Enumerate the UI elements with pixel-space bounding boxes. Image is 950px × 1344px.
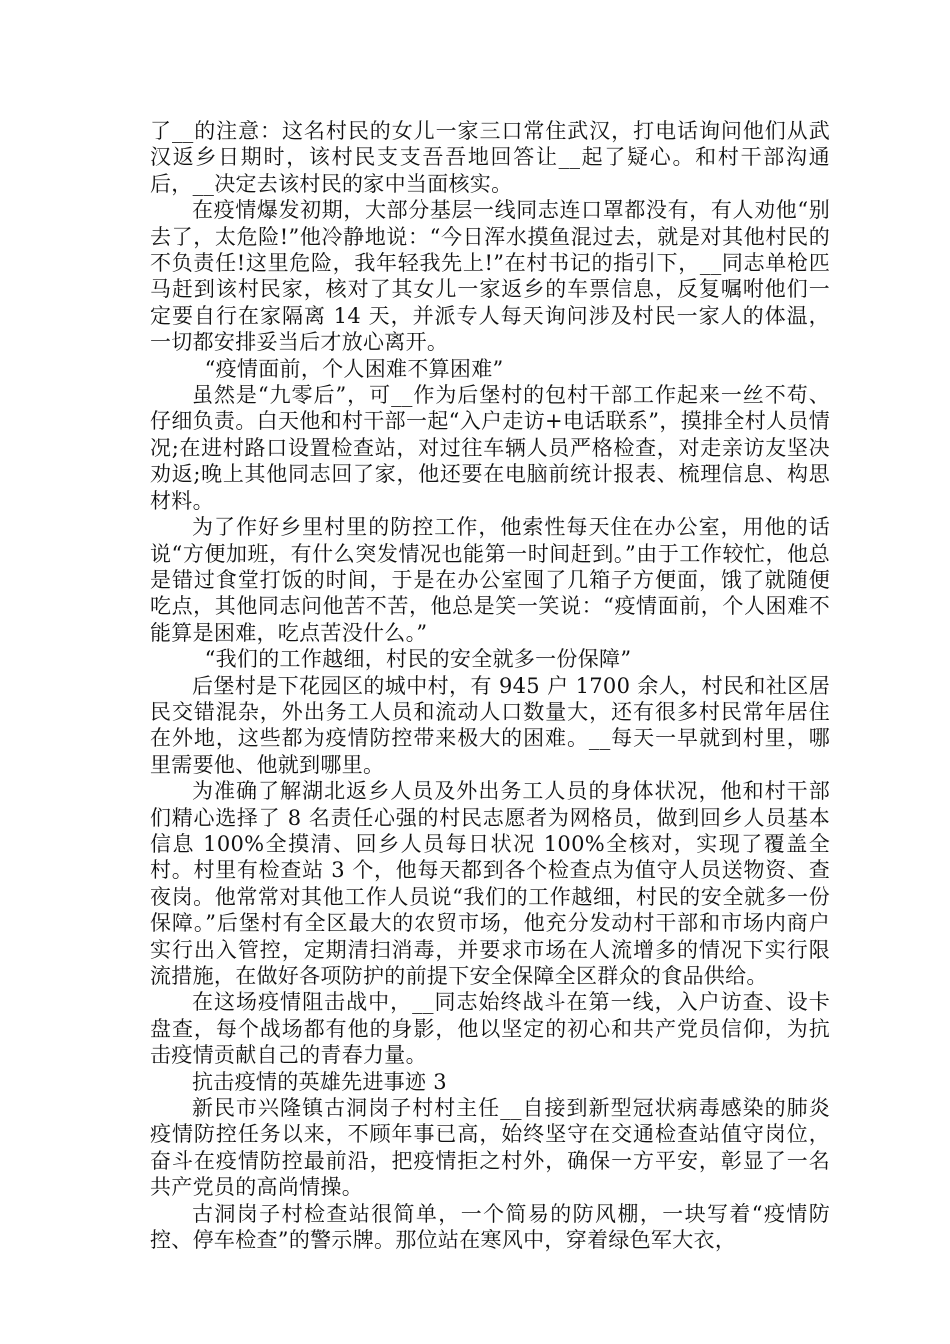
paragraph-2: 在疫情爆发初期，大部分基层一线同志连口罩都没有，有人劝他“别去了，太危险!”他冷静地说：“今日浑水摸鱼混过去，就是对其他村民的不负责任!这里危险，我年轻我先上!”在村书记的指引下，__同志单枪匹马赶到该村民家，核对了其女儿一家返乡的车票信息，反复嘱咐他们一定要自行在家隔离 14 天，并派专人每天询问涉及村民一家人的体温，一切都安排妥当后才放心离开。 (150, 198, 830, 355)
section-heading-2: “我们的工作越细，村民的安全就多一份保障” (204, 647, 632, 672)
section-heading-1: “疫情面前，个人困难不算困难” (204, 356, 504, 381)
paragraph-6: 为准确了解湖北返乡人员及外出务工人员的身体状况，他和村干部们精心选择了 8 名责任心强的村民志愿者为网格员，做到回乡人员基本信息 100%全摸清、回乡人员每日状况 100%全核对，实现了覆盖全村。村里有检查站 3 个，他每天都到各个检查点为值守人员送物资、查夜岗。他常常对其他工作人员说“我们的工作越细，村民的安全就多一份保障。”后堡村有全区最大的农贸市场，他充分发动村干部和市场内商户实行出入管控，定期清扫消毒，并要求市场在人流增多的情况下实行限流措施，在做好各项防护的前提下安全保障全区群众的食品供给。 (150, 779, 830, 988)
paragraph-3: 虽然是“九零后”，可__作为后堡村的包村干部工作起来一丝不苟、仔细负责。白天他和村干部一起“入户走访+电话联系”，摸排全村人员情况;在进村路口设置检查站，对过往车辆人员严格检查，对走亲访友坚决劝返;晚上其他同志回了家，他还要在电脑前统计报表、梳理信息、构思材料。 (150, 383, 830, 513)
paragraph-5: 后堡村是下花园区的城中村，有 945 户 1700 余人，村民和社区居民交错混杂，外出务工人员和流动人口数量大，还有很多村民常年居住在外地，这些都为疫情防控带来极大的困难。__每天一早就到村里，哪里需要他、他就到哪里。 (150, 673, 830, 777)
paragraph-7: 在这场疫情阻击战中，__同志始终战斗在第一线，入户访查、设卡盘查，每个战场都有他的身影，他以坚定的初心和共产党员信仰，为抗击疫情贡献自己的青春力量。 (150, 990, 830, 1068)
paragraph-8: 新民市兴隆镇古洞岗子村村主任__自接到新型冠状病毒感染的肺炎疫情防控任务以来，不顾年事已高，始终坚守在交通检查站值守岗位，奋斗在疫情防控最前沿，把疫情拒之村外，确保一方平安，彰显了一名共产党员的高尚情操。 (150, 1096, 830, 1200)
document-body (150, 118, 830, 1253)
paragraph-1: 了__的注意：这名村民的女儿一家三口常住武汉，打电话询问他们从武汉返乡日期时，该村民支支吾吾地回答让__起了疑心。和村干部沟通后，__决定去该村民的家中当面核实。 (150, 119, 830, 196)
section-title-3: 抗击疫情的英雄先进事迹 3 (192, 1069, 447, 1094)
paragraph-9: 古洞岗子村检查站很简单，一个简易的防风棚，一块写着“疫情防控、停车检查”的警示牌。那位站在寒风中，穿着绿色军大衣， (150, 1201, 830, 1253)
paragraph-4: 为了作好乡里村里的防控工作，他索性每天住在办公室，用他的话说“方便加班，有什么突发情况也能第一时间赶到。”由于工作较忙，他总是错过食堂打饭的时间，于是在办公室囤了几箱子方便面，饿了就随便吃点，其他同志问他苦不苦，他总是笑一笑说：“疫情面前，个人困难不能算是困难，吃点苦没什么。” (150, 515, 830, 645)
